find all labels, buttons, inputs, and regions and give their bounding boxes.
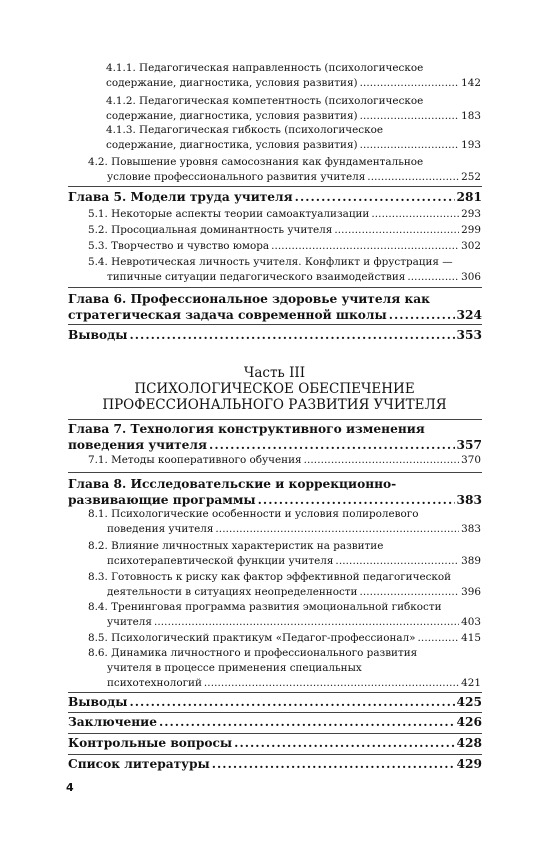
toc-leader [371, 207, 459, 222]
toc-page-number: 357 [456, 438, 482, 452]
toc-page-number: 429 [456, 757, 482, 771]
toc-page-number: 421 [461, 677, 481, 689]
toc-leader [360, 138, 460, 153]
toc-leader [209, 437, 455, 453]
toc-entry-text: 7.1. Методы кооперативного обучения [88, 454, 302, 466]
toc-entry-text: 8.5. Психологический практикум «Педагог-профессионал» [88, 632, 416, 644]
divider [68, 419, 482, 420]
divider [68, 692, 482, 693]
toc-leader [159, 714, 455, 730]
toc-page-number: 389 [461, 555, 481, 567]
divider [68, 186, 482, 187]
divider [68, 733, 482, 734]
toc-entry-text: 4.2. Повышение уровня самосознания как фундаментальное [88, 156, 424, 168]
toc-chapter-title: Глава 7. Технология конструктивного изменения [68, 422, 425, 436]
toc-chapter-title: Выводы [68, 695, 128, 709]
divider [68, 324, 482, 325]
toc-leader [129, 694, 454, 710]
page-number: 4 [66, 781, 74, 794]
toc-page-number: 293 [461, 208, 481, 220]
toc-entry-text: учителя в процессе применения специальных [107, 662, 362, 674]
part-title-line-2: ПРОФЕССИОНАЛЬНОГО РАЗВИТИЯ УЧИТЕЛЯ [102, 397, 447, 413]
toc-entry-text: 8.2. Влияние личностных характеристик на развитие [88, 540, 384, 552]
divider [68, 472, 482, 473]
toc-chapter-title: Контрольные вопросы [68, 736, 233, 750]
toc-entry-8-6 [88, 646, 481, 691]
toc-entry-8-2 [88, 539, 481, 569]
toc-page-number: 299 [461, 224, 481, 236]
toc-leader [215, 522, 459, 537]
toc-entry-text: 5.1. Некоторые аспекты теории самоактуализации [88, 208, 370, 220]
toc-conclusions-1 [68, 327, 482, 343]
toc-leader [204, 676, 459, 691]
part-number: Часть III [243, 365, 306, 381]
toc-chapter-7 [68, 421, 482, 453]
toc-leader [271, 239, 459, 254]
toc-entry-8-5 [88, 631, 481, 646]
toc-entry-text: содержание, диагностика, условия развития) [106, 139, 358, 151]
toc-chapter-title: стратегическая задача современной школы [68, 308, 387, 322]
toc-entry-5-3 [88, 239, 481, 254]
toc-page-number: 252 [461, 171, 481, 183]
toc-page-number: 193 [461, 139, 481, 151]
toc-zakl [68, 714, 482, 730]
toc-lit [68, 756, 482, 772]
toc-leader [304, 453, 460, 468]
toc-entry-text: психотерапевтической функции учителя [107, 555, 334, 567]
toc-entry-5-2 [88, 223, 481, 238]
toc-leader [212, 756, 455, 772]
toc-entry-8-4 [88, 600, 481, 630]
toc-leader [367, 170, 459, 185]
toc-page-number: 302 [461, 240, 481, 252]
toc-page-number: 428 [456, 736, 482, 750]
toc-page-number: 383 [456, 493, 482, 507]
toc-leader [418, 631, 460, 646]
toc-entry-text: поведения учителя [107, 523, 214, 535]
toc-entry-text: 8.1. Психологические особенности и условия полиролевого [88, 508, 419, 520]
toc-chapter-title: развивающие программы [68, 493, 256, 507]
toc-leader [360, 109, 460, 124]
toc-page-number: 281 [456, 190, 482, 204]
toc-chapter-8 [68, 476, 482, 508]
toc-page-number: 426 [456, 715, 482, 729]
toc-leader [258, 492, 455, 508]
toc-entry-text: содержание, диагностика, условия развития) [106, 110, 358, 122]
toc-page-number: 403 [461, 616, 481, 628]
toc-leader [359, 585, 459, 600]
divider [68, 754, 482, 755]
toc-entry-text: 5.2. Просоциальная доминантность учителя [88, 224, 333, 236]
toc-leader [154, 615, 459, 630]
toc-leader [129, 327, 454, 343]
toc-page-number: 353 [456, 328, 482, 342]
toc-page-number: 425 [456, 695, 482, 709]
toc-entry-text: деятельности в ситуациях неопределенности [107, 586, 358, 598]
toc-entry-text: типичные ситуации педагогического взаимодействия [107, 271, 406, 283]
toc-entry-text: 8.4. Тренинговая программа развития эмоциональной гибкости [88, 601, 442, 613]
toc-leader [295, 189, 455, 205]
toc-entry-text: 4.1.3. Педагогическая гибкость (психологическое [106, 124, 384, 136]
divider [68, 287, 482, 288]
toc-chapter-title: Глава 5. Модели труда учителя [68, 190, 293, 204]
divider [68, 712, 482, 713]
part-title-line-1: ПСИХОЛОГИЧЕСКОЕ ОБЕСПЕЧЕНИЕ [134, 381, 415, 397]
toc-entry-text: условие профессионального развития учителя [107, 171, 366, 183]
toc-entry-5-1 [88, 207, 481, 222]
toc-entry-4-1-2 [106, 94, 481, 124]
toc-entry-5-4 [88, 255, 481, 285]
toc-leader [407, 270, 459, 285]
toc-entry-text: учителя [107, 616, 152, 628]
toc-chapter-6 [68, 291, 482, 323]
toc-leader [334, 223, 459, 238]
toc-chapter-title: Глава 8. Исследовательские и коррекционно- [68, 477, 397, 491]
toc-entry-text: 4.1.2. Педагогическая компетентность (психологическое [106, 95, 424, 107]
toc-leader [234, 735, 454, 751]
toc-leader [360, 76, 460, 91]
toc-chapter-title: Глава 6. Профессиональное здоровье учителя как [68, 292, 430, 306]
toc-page-number: 142 [461, 77, 481, 89]
toc-chapter-5 [68, 189, 482, 205]
toc-page-number: 370 [461, 454, 481, 466]
toc-entry-text: 4.1.1. Педагогическая направленность (психологическое [106, 62, 424, 74]
toc-entry-text: 5.3. Творчество и чувство юмора [88, 240, 270, 252]
toc-page-number: 415 [461, 632, 481, 644]
toc-chapter-title: Заключение [68, 715, 157, 729]
toc-page-number: 183 [461, 110, 481, 122]
toc-page-number: 383 [461, 523, 481, 535]
toc-chapter-title: Выводы [68, 328, 128, 342]
toc-entry-4-1-1 [106, 61, 481, 91]
toc-page-number: 396 [461, 586, 481, 598]
toc-entry-text: содержание, диагностика, условия развития) [106, 77, 358, 89]
toc-page-number: 324 [456, 308, 482, 322]
toc-entry-text: психотехнологий [107, 677, 202, 689]
toc-entry-8-1 [88, 507, 481, 537]
toc-entry-4-2 [88, 155, 481, 185]
toc-entry-7-1 [88, 453, 481, 468]
toc-entry-text: 5.4. Невротическая личность учителя. Конфликт и фрустрация — [88, 256, 453, 268]
toc-kontr [68, 735, 482, 751]
toc-chapter-title: поведения учителя [68, 438, 208, 452]
toc-conclusions-2 [68, 694, 482, 710]
toc-entry-8-3 [88, 570, 481, 600]
toc-leader [335, 554, 459, 569]
toc-page-number: 306 [461, 271, 481, 283]
toc-entry-4-1-3 [106, 123, 481, 153]
toc-chapter-title: Список литературы [68, 757, 210, 771]
toc-entry-text: 8.6. Динамика личностного и профессионального развития [88, 647, 418, 659]
toc-entry-text: 8.3. Готовность к риску как фактор эффективной педагогической [88, 571, 452, 583]
toc-leader [389, 307, 455, 323]
